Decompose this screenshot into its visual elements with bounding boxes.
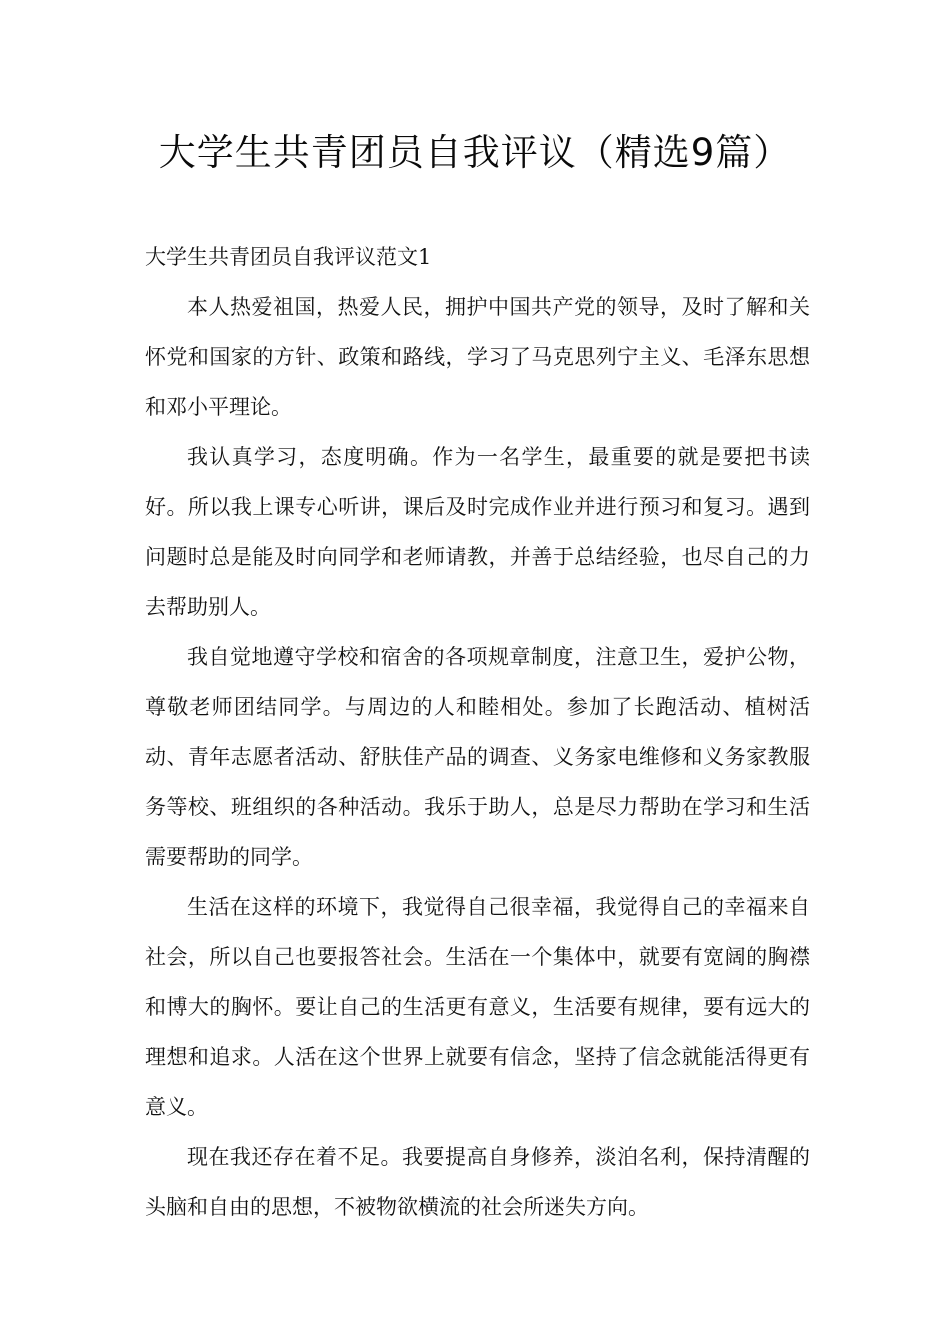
paragraph-2: 我认真学习，态度明确。作为一名学生，最重要的就是要把书读好。所以我上课专心听讲，课后及时完成作业并进行预习和复习。遇到问题时总是能及时向同学和老师请教，并善于总结经验，也尽自己的力去帮助别人。 <box>145 445 810 619</box>
paragraph-5: 现在我还存在着不足。我要提高自身修养，淡泊名利，保持清醒的头脑和自由的思想，不被物欲横流的社会所迷失方向。 <box>145 1145 810 1219</box>
paragraph-3: 我自觉地遵守学校和宿舍的各项规章制度，注意卫生，爱护公物，尊敬老师团结同学。与周边的人和睦相处。参加了长跑活动、植树活动、青年志愿者活动、舒肤佳产品的调查、义务家电维修和义务家教服务等校、班组织的各种活动。我乐于助人，总是尽力帮助在学习和生活需要帮助的同学。 <box>145 645 810 869</box>
paragraph-4: 生活在这样的环境下，我觉得自己很幸福，我觉得自己的幸福来自社会，所以自己也要报答社会。生活在一个集体中，就要有宽阔的胸襟和博大的胸怀。要让自己的生活更有意义，生活要有规律，要有远大的理想和追求。人活在这个世界上就要有信念，坚持了信念就能活得更有意义。 <box>145 895 810 1119</box>
document-body <box>145 232 810 1232</box>
section-heading: 大学生共青团员自我评议范文1 <box>145 245 432 269</box>
paragraph-1: 本人热爱祖国，热爱人民，拥护中国共产党的领导，及时了解和关怀党和国家的方针、政策和路线，学习了马克思列宁主义、毛泽东思想和邓小平理论。 <box>145 295 810 419</box>
document-title: 大学生共青团员自我评议（精选9篇） <box>158 131 792 174</box>
